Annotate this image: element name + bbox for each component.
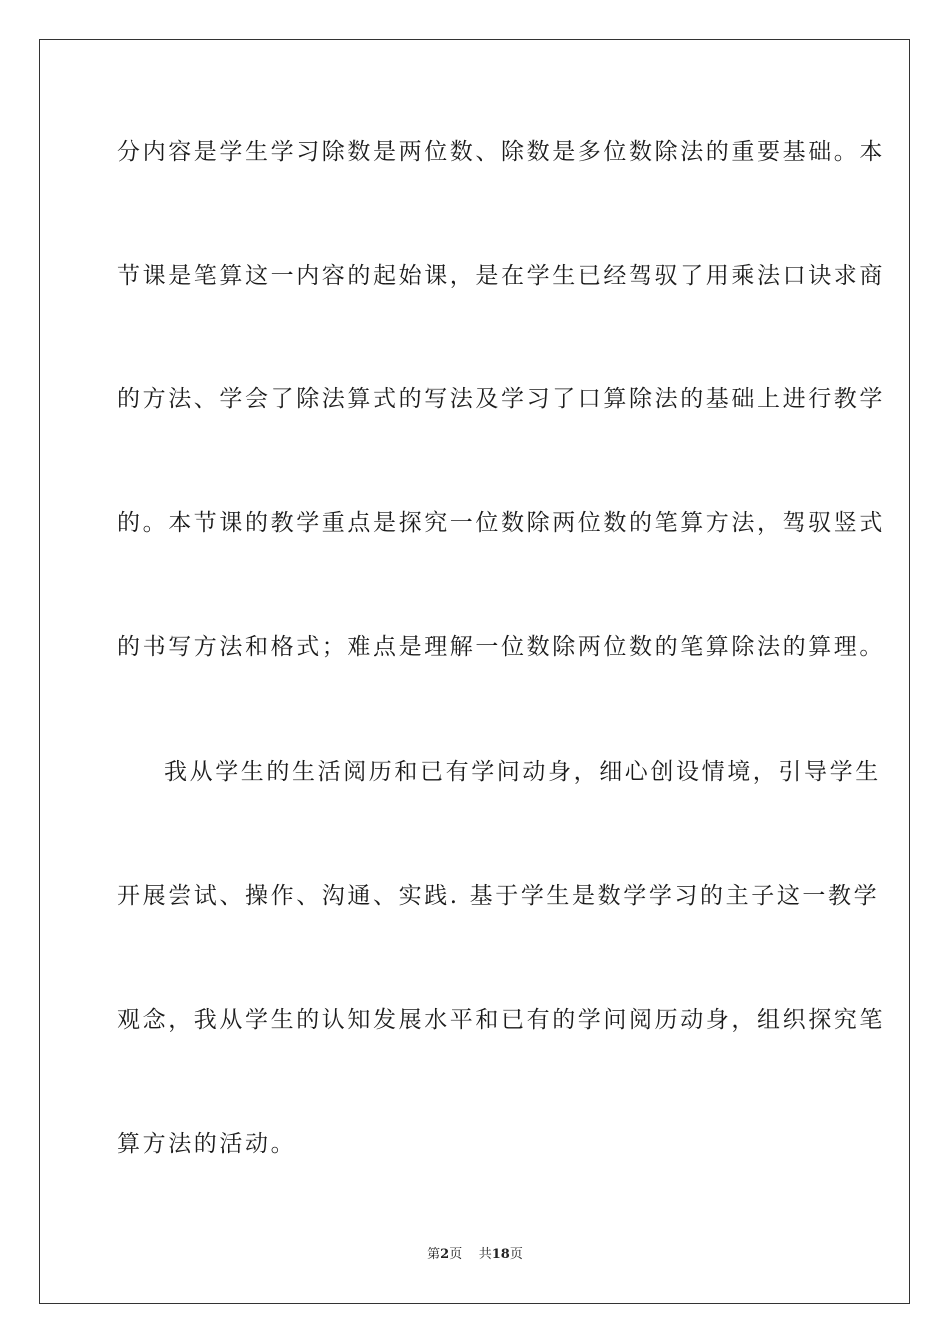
total-prefix: 共 (478, 1247, 492, 1262)
page-prefix: 第 (427, 1247, 441, 1262)
body-text-line-3: 的方法、学会了除法算式的写法及学习了口算除法的基础上进行教学 (117, 386, 885, 412)
body-text-line-8: 观念，我从学生的认知发展水平和已有的学问阅历动身，组织探究笔 (117, 1007, 885, 1033)
body-text-line-7: 开展尝试、操作、沟通、实践. 基于学生是数学学习的主子这一教学 (117, 883, 880, 909)
body-text-line-4: 的。本节课的教学重点是探究一位数除两位数的笔算方法，驾驭竖式 (117, 510, 885, 536)
page-footer (0, 1246, 950, 1264)
total-suffix: 页 (509, 1247, 523, 1262)
page-border (39, 39, 910, 1304)
total-pages: 18 (491, 1247, 510, 1262)
body-text-line-2: 节课是笔算这一内容的起始课，是在学生已经驾驭了用乘法口诀求商 (117, 263, 885, 289)
page-number: 2 (440, 1247, 450, 1262)
body-text-line-9: 算方法的活动。 (117, 1131, 297, 1157)
page-suffix: 页 (449, 1247, 463, 1262)
body-text-line-1: 分内容是学生学习除数是两位数、除数是多位数除法的重要基础。本 (117, 139, 885, 165)
body-text-line-5: 的书写方法和格式；难点是理解一位数除两位数的笔算除法的算理。 (117, 634, 885, 660)
body-text-line-6: 我从学生的生活阅历和已有学问动身，细心创设情境，引导学生 (164, 759, 881, 785)
